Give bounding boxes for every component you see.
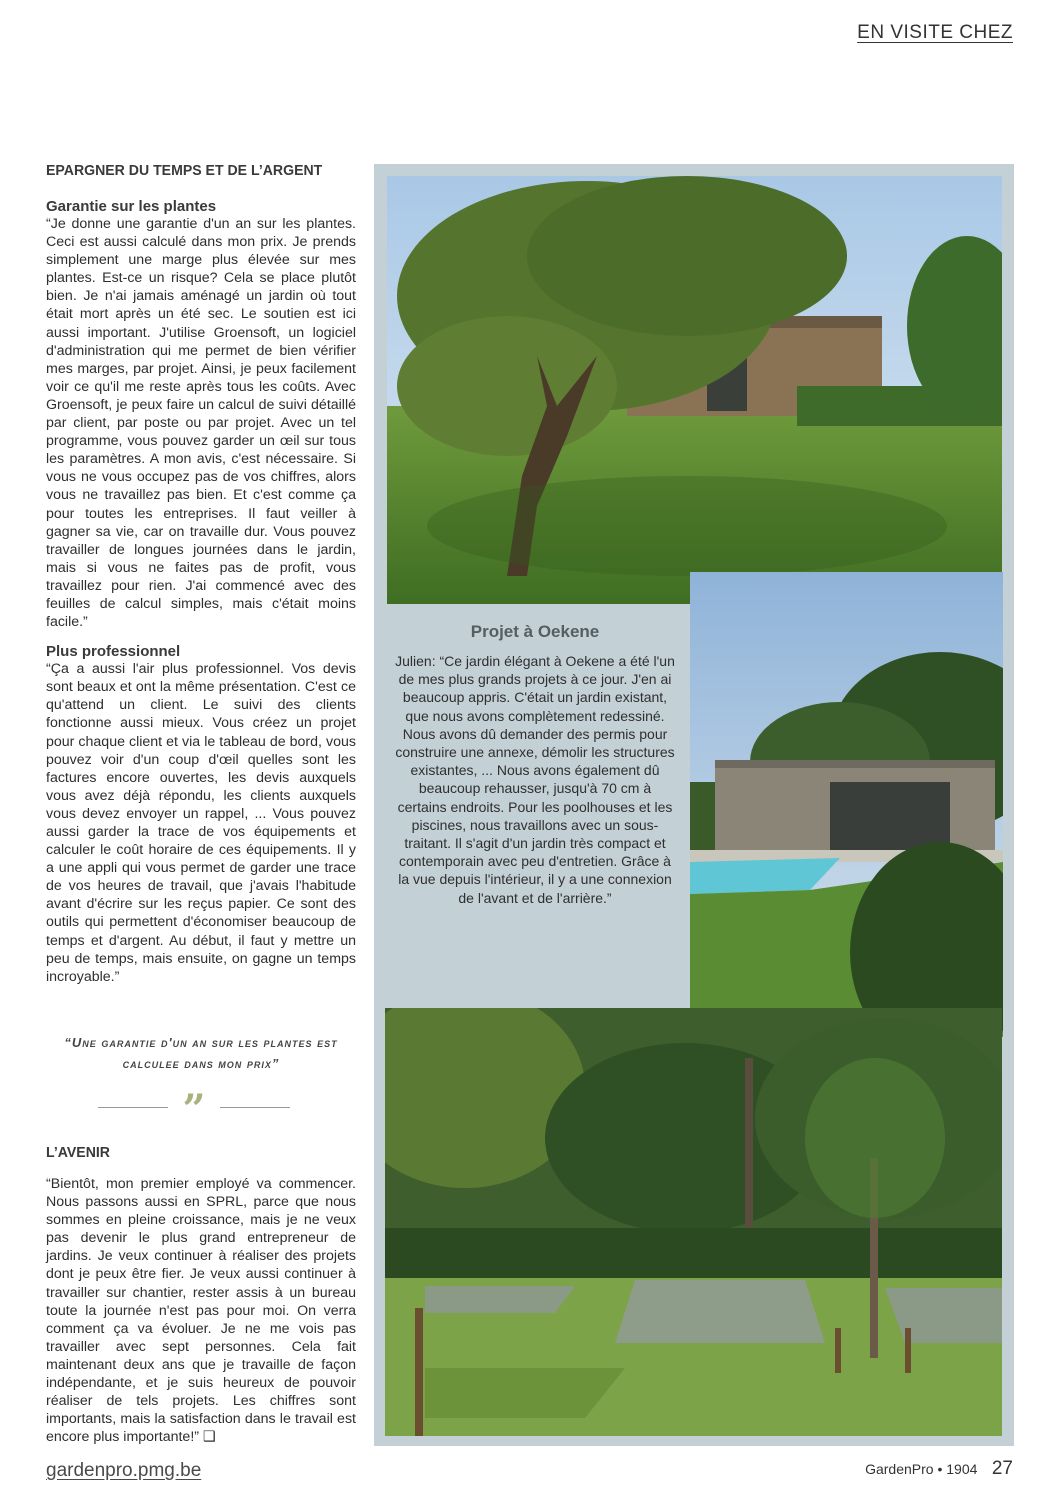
divider-left: [98, 1107, 168, 1108]
magazine-issue: GardenPro • 1904: [865, 1461, 978, 1477]
caption-text: Julien: “Ce jardin élégant à Oekene a été l'un de mes plus grands projets à ce jour. J'en ai beaucoup appris. C'était un jardin existant, que nous avons complètement redessiné. Nous avons dû demander des permis pour construire une annexe, démolir les structures existantes, ... Nous avons également dû beaucoup rehausser, jusqu'à 70 cm à certains endroits. Pour les poolhouses et les piscines, nous travaillons avec un sous-traitant. Il s'agit d'un jardin très compact et contemporain avec peu d'entretien. Grâce à la vue depuis l'intérieur, il y a une connexion de l'avant et de l'arrière.”: [395, 653, 675, 906]
divider-right: [220, 1107, 290, 1108]
avenir-section: [46, 1144, 356, 1446]
lavender-garden-photo: [385, 1008, 1002, 1436]
avenir-heading: L’AVENIR: [46, 1144, 110, 1161]
quote-separator: [98, 1086, 290, 1133]
subheading-professional: Plus professionnel: [46, 643, 181, 661]
photo-caption: [393, 622, 677, 907]
caption-title: Projet à Oekene: [470, 622, 600, 641]
avenir-paragraph: “Bientôt, mon premier employé va commencer. Nous passons aussi en SPRL, parce que nous sommes en pleine croissance, mais je ne veux pas devenir le plus grand entrepreneur de jardins. Je veux continuer à réaliser des projets dont je peux être fier. Je veux aussi continuer à travailler sur chantier, rester assis à un bureau toute la journée n'est pas pour moi. On verra comment ça va évoluer. Je ne me vois pas travailler avec sept personnes. Cela fait maintenant deux ans que je travaille de façon indépendante, et je suis heureux de pouvoir réaliser de tels projets. Les chiffres sont importants, mais la satisfaction dans le travail est encore plus importante!” ❑: [46, 1176, 356, 1446]
pool-house-photo: [690, 572, 1003, 1037]
page-number: 27: [991, 1458, 1013, 1479]
section-heading: EPARGNER DU TEMPS ET DE L’ARGENT: [46, 162, 323, 179]
footer-page-info: [865, 1458, 1013, 1480]
section-tag: EN VISITE CHEZ: [857, 22, 1013, 43]
footer-website-link[interactable]: gardenpro.pmg.be: [46, 1460, 202, 1481]
quote-mark-icon: ”: [182, 1086, 206, 1133]
subheading-guarantee: Garantie sur les plantes: [46, 198, 217, 215]
article-column: [46, 162, 356, 986]
garden-tree-photo: [387, 176, 1002, 604]
pull-quote: “Une garantie d'un an sur les plantes est calculee dans mon prix”: [64, 1035, 338, 1071]
paragraph-professional: “Ça a aussi l'air plus professionnel. Vos devis sont beaux et ont la même présentation. C'est ce qu'attend un client. Le suivi des clients fonctionne aussi mieux. Vous créez un projet pour chaque client et via le tableau de bord, vous pouvez voir d'un coup d'œil quelles sont les factures encore ouvertes, les devis auxquels vous avez déjà répondu, les clients auxquels vous devez envoyer un rappel, ... Vous pouvez aussi garder la trace de vos équipements et calculer le coût horaire de ces équipements. Il y a une appli qui vous permet de garder une trace de vos heures de travail, que j'avais l'habitude avant d'écrire sur les reçus papier. Ce sont des outils qui permettent d'économiser beaucoup de temps et d'argent. Au début, il faut y mettre un peu de temps, mais ensuite, on gagne un temps incroyable.”: [46, 661, 356, 985]
paragraph-guarantee: “Je donne une garantie d'un an sur les plantes. Ceci est aussi calculé dans mon prix. Je prends simplement une marge plus élevée sur mes plantes. Est-ce un risque? Cela se place plutôt bien. Je n'ai jamais aménagé un jardin où tout était mort après un été sec. Le soutien est ici aussi important. J'utilise Groensoft, un logiciel d'administration qui me permet de bien vérifier mes marges, par projet. Ainsi, je peux facilement voir ce qu'il me reste après tous les coûts. Avec Groensoft, je peux faire un calcul de suivi détaillé par client, par poste ou par projet. Avec un tel programme, vous pouvez garder un œil sur tous les paramètres. A mon avis, c'est nécessaire. Si vous ne vous occupez pas de vos chiffres, alors vous ne travaillez pas bien. Et c'est comme ça pour toutes les entreprises. Il faut veiller à gagner sa vie, car on travaille dur. Vous pouvez travailler de longues journées dans le jardin, mais si vous ne faites pas de profit, vous travaillez pour rien. J'ai commencé avec des feuilles de calcul simples, mais c'était moins facile.”: [46, 216, 356, 631]
